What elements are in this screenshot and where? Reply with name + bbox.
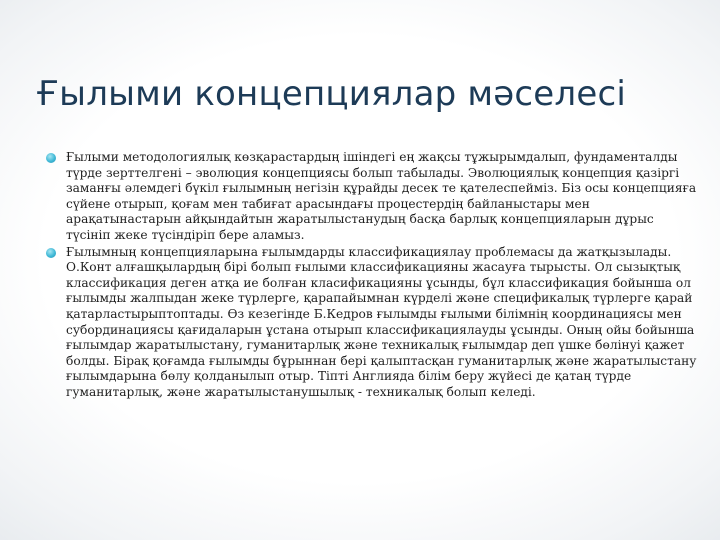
- bullet-text: Ғылыми методологиялық көзқарастардың ішіндегі ең жақсы тұжырымдалып, фундаменталды түрде зерттелгені – эволюция концепциясы болып табылады. Эволюциялық концепция қазіргі заманғы әлемдегі бүкіл ғылымның негізін құрайды десек те қателеспейміз. Біз осы концепцияға сүйене отырып, қоғам мен табиғат арасындағы процестердің байланыстары мен арақатынастарын айқындайтын жаратылыстанудың басқа барлық концепцияларын дұрыс түсініп жеке түсіндіріп бере аламыз.: [66, 150, 697, 242]
- bullet-text: Ғылымның концепцияларына ғылымдарды классификациялау проблемасы да жатқызылады. О.Конт алғашқылардың бірі болып ғылыми классификацияны жасауға тырысты. Ол сызықтық классификация деген атқа ие болған класификацияны ұсынды, бұл классификация бойынша ол ғылымды жалпыдан жеке түрлерге, қарапайымнан күрделі және спецификалық түрлерге қарай қатарластырыптоптады. Өз кезегінде Б.Кедров ғылымды ғылыми білімнің координациясы мен субординациясы қағидаларын ұстана отырып классификациялауды ұсынды. Оның ойы бойынша ғылымдар жаратылыстану, гуманитарлық және техникалық ғылымдар деп үшке бөлінуі қажет болды. Бірақ қоғамда ғылымды бұрыннан бері қалыптасқан гуманитарлық және жаратылыстану ғылымдарына бөлу қолданылып отыр. Тіпті Англияда білім беру жүйесі де қатаң түрде гуманитарлық, және жаратылыстанушылық - техникалық болып келеді.: [66, 244, 697, 399]
- slide-title: Ғылыми концепциялар мәселесі: [36, 74, 626, 114]
- bullet-item: [46, 245, 702, 401]
- bullet-dot-icon: [46, 153, 56, 163]
- bullet-item: [46, 150, 702, 244]
- bullet-dot-icon: [46, 248, 56, 258]
- bullet-list: [46, 150, 702, 401]
